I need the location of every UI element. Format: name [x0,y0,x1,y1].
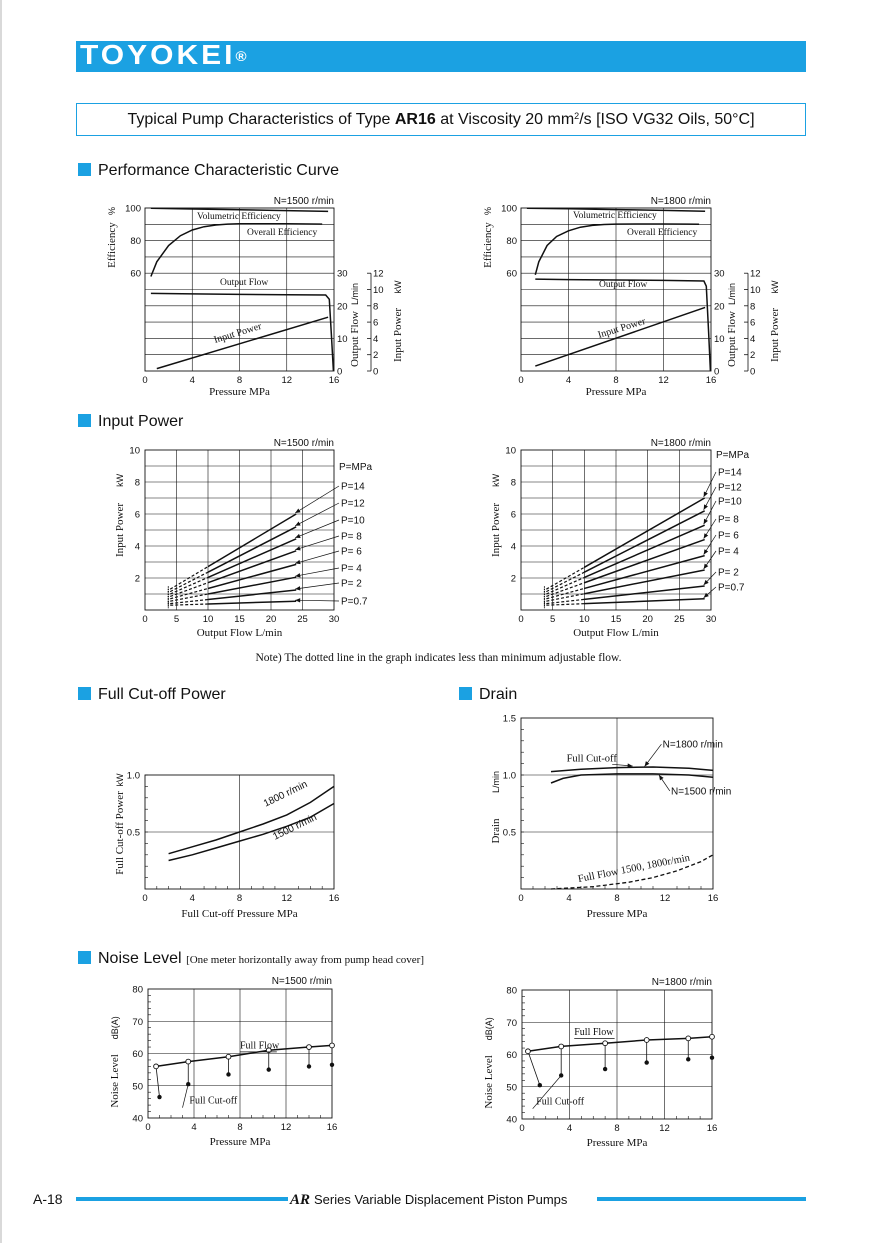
tick-label-x: 16 [705,375,717,386]
tick-label-x: 0 [519,1123,525,1134]
full-flow-point [526,1049,531,1054]
tick-label-x: 0 [518,893,524,904]
legend-label-pressure: P= 2 [341,578,362,590]
legend-label-pressure: P=14 [718,467,742,479]
series-label-1800: 1800 r/min [261,779,310,810]
full-cutoff-point [157,1095,161,1099]
axis-title-cutoff-power: Full Cut-off Power [114,791,126,875]
tick-label-x: 12 [658,375,669,386]
tick-label-power: 2 [750,350,756,362]
tick-label-y: 2 [134,573,140,585]
tick-label-x: 8 [613,375,619,386]
tick-label-x: 8 [237,1122,243,1133]
axis-unit-cutoff-power: kW [115,773,125,787]
tick-label-x: 0 [145,1122,151,1133]
tick-label-flow: 20 [714,301,725,313]
legend-label-pressure: P=10 [718,496,742,508]
tick-label-x: 30 [705,614,717,625]
tick-label-x: 4 [565,375,572,386]
full-cutoff-point [307,1064,311,1068]
axis-title-efficiency: Efficiency [482,222,494,268]
tick-label-power: 6 [750,317,756,329]
tick-label-efficiency: 60 [506,268,517,280]
series-dashed-3 [546,583,584,597]
chart-title-speed: N=1800 r/min [650,438,711,449]
legend-label-pressure: P= 4 [718,546,739,558]
full-flow-point [686,1036,691,1041]
flow-to-cutoff-link [156,1066,159,1097]
tick-label-y: 10 [505,445,516,457]
full-cutoff-point [603,1067,607,1071]
axis-title-pressure: Pressure MPa [585,386,647,398]
tick-label-y: 10 [129,445,140,457]
tick-label-efficiency: 80 [130,236,141,248]
tick-label-y: 60 [132,1049,143,1060]
tick-label-x: 0 [142,893,148,904]
axis-title-noise: Noise Level [109,1054,121,1108]
tick-label-power: 2 [373,350,379,362]
legend-leader-arrow-head [704,533,709,538]
series-dashed-7 [546,604,584,606]
axis-title-input-power: Input Power [114,502,126,558]
footer-line-right [597,1197,806,1201]
tick-label-x: 0 [518,375,524,386]
tick-label-x: 8 [236,893,243,904]
series-input-power [535,307,705,366]
axis-unit-input-power: kW [491,473,501,487]
axis-unit-noise: dB(A) [484,1017,494,1041]
label-full-flow: Full Flow [240,1040,280,1052]
full-cutoff-point [330,1063,334,1067]
flow-to-cutoff-link [528,1051,540,1085]
tick-label-x: 30 [328,614,340,625]
series-solid-5 [584,570,704,594]
legend-leader-arrow-line [295,568,339,576]
series-dashed-4 [170,588,208,598]
tick-label-y: 6 [134,509,140,521]
section-cutoff: Full Cut-off Power [78,686,226,704]
tick-label-flow: 0 [714,366,720,378]
legend-leader-arrow-line [295,551,339,563]
axis-title-noise: Noise Level [483,1055,495,1109]
section-drain: Drain [459,686,517,704]
axis-title-power: Input Power [392,307,404,363]
legend-leader-arrow-line [295,583,339,589]
tick-label-y: 80 [132,984,143,996]
legend-title-pressure: P=MPa [716,450,750,461]
full-cutoff-point [538,1083,542,1087]
footer-series: AR Series Variable Displacement Piston Pumps [290,1192,568,1208]
tick-label-x: 5 [173,614,180,625]
series-input-power [157,317,328,368]
tick-label-x: 4 [191,1122,197,1133]
full-cutoff-leader [183,1084,189,1108]
tick-label-y: 4 [510,541,516,553]
legend-label-pressure: P= 2 [718,567,739,579]
axis-unit-flow: L/min [350,282,360,306]
series-full-flow [528,1037,712,1052]
tick-label-efficiency: 80 [506,236,517,248]
tick-label-x: 8 [614,1123,620,1134]
tick-label-x: 12 [659,893,671,904]
axis-title-flow: Output Flow [726,311,738,367]
tick-label-y: 50 [132,1081,143,1093]
series-solid-7 [208,601,296,604]
full-flow-point [644,1038,649,1043]
axis-title-output-flow: Output Flow L/min [573,627,659,639]
axis-title-power: Input Power [769,307,781,363]
axis-title-pressure: Pressure MPa [586,1137,648,1149]
full-cutoff-point [686,1057,690,1061]
series-label-input-power: Input Power [212,320,263,346]
n1800-leader-arrow-head [645,761,650,766]
tick-label-x: 5 [550,614,556,625]
chart-title-speed: N=1500 r/min [271,976,332,987]
tick-label-x: 10 [579,614,590,625]
tick-label-x: 16 [706,1123,718,1134]
n1500-leader-arrow-head [659,775,664,780]
axis-unit-flow: L/min [727,282,737,306]
tick-label-efficiency: 60 [130,268,141,280]
tick-label-efficiency: 100 [125,203,141,215]
series-label-1500: 1500 r/min [271,812,319,843]
axis-title-drain: Drain [490,818,502,844]
tick-label-x: 20 [642,614,653,625]
full-flow-point [559,1044,564,1049]
tick-label-x: 0 [518,614,524,625]
section-performance: Performance Characteristic Curve [78,162,339,180]
series-dashed-7 [170,604,208,605]
series-dashed-1 [546,572,584,591]
full-flow-point [154,1064,159,1069]
legend-label-pressure: P=0.7 [341,596,368,608]
axis-title-cutoff-pressure: Full Cut-off Pressure MPa [181,908,298,920]
legend-label-pressure: P= 8 [341,531,362,543]
tick-label-y: 8 [134,477,140,489]
tick-label-y: 0.5 [502,827,516,839]
tick-label-y: 40 [132,1113,143,1125]
full-flow-point [186,1059,191,1064]
label-full-flow: Full Flow 1500, 1800r/min [577,852,691,886]
brand-logo: TOYOKEI® [80,40,247,71]
legend-label-pressure: P=12 [718,482,742,494]
tick-label-x: 16 [707,893,719,904]
tick-label-power: 6 [373,317,379,329]
tick-label-flow: 20 [337,301,348,313]
tick-label-power: 0 [750,366,756,378]
legend-leader-arrow-head [295,509,300,513]
tick-label-x: 25 [297,614,308,625]
section-input-power: Input Power [78,413,183,431]
series-solid-1 [208,527,296,572]
full-cutoff-point [644,1060,648,1064]
tick-label-y: 6 [510,509,516,521]
series-label-volumetric-efficiency: Volumetric Efficiency [573,211,657,221]
full-cutoff-point [710,1056,714,1060]
series-label-output-flow: Output Flow [599,280,648,290]
tick-label-power: 8 [373,301,379,313]
legend-label-pressure: P=10 [341,515,365,527]
tick-label-flow: 10 [714,333,725,345]
tick-label-power: 12 [750,268,761,280]
tick-label-x: 12 [280,1122,292,1133]
footer-line-left [76,1197,288,1201]
series-label-overall-efficiency: Overall Efficiency [627,228,698,238]
tick-label-y: 8 [510,477,516,489]
tick-label-power: 10 [750,285,761,296]
tick-label-flow: 30 [337,268,348,280]
full-flow-point [603,1041,608,1046]
series-solid-6 [584,586,704,599]
axis-unit-power: kW [770,280,780,294]
series-dashed-1 [170,572,208,591]
axis-title-pressure: Pressure MPa [209,1136,271,1148]
tick-label-y: 50 [506,1082,517,1094]
tick-label-y: 70 [132,1016,143,1028]
legend-label-pressure: P= 6 [341,546,362,558]
tick-label-x: 20 [265,614,277,625]
tick-label-flow: 10 [337,333,348,345]
series-drain-0 [551,767,713,772]
chart-title-speed: N=1800 r/min [651,977,712,988]
tick-label-x: 8 [614,893,620,904]
axis-unit-input-power: kW [115,473,125,487]
tick-label-y: 1.0 [126,770,140,782]
page-number: A-18 [33,1191,63,1207]
section-noise: Noise Level [One meter horizontally away from pump head cover] [78,950,424,969]
series-label-input-power: Input Power [596,315,647,341]
series-solid-7 [584,599,704,604]
label-n1500: N=1500 r/min [671,786,732,798]
legend-leader-arrow-line [295,486,339,513]
legend-label-pressure: P=0.7 [718,582,745,594]
tick-label-power: 0 [373,366,379,378]
axis-unit-drain: L/min [491,770,501,794]
tick-label-efficiency: 100 [501,203,517,215]
tick-label-x: 15 [234,614,245,625]
tick-label-y: 2 [510,573,516,585]
legend-leader-arrow-line [295,600,339,601]
axis-title-pressure: Pressure MPa [209,386,270,398]
tick-label-x: 16 [328,893,340,904]
tick-label-y: 1.0 [502,770,516,782]
tick-label-x: 16 [326,1122,338,1133]
tick-label-power: 8 [750,301,756,313]
legend-label-pressure: P= 4 [341,563,362,575]
label-full-cutoff: Full Cut-off [536,1096,585,1108]
legend-title-pressure: P=MPa [339,462,373,473]
tick-label-y: 40 [506,1114,517,1126]
axis-title-output-flow: Output Flow L/min [196,627,283,639]
full-flow-point [710,1034,715,1039]
tick-label-flow: 30 [714,268,725,280]
tick-label-y: 80 [506,985,517,997]
tick-label-y: 0.5 [126,827,140,839]
legend-label-pressure: P=12 [341,498,365,510]
label-full-cutoff: Full Cut-off [566,753,617,765]
tick-label-x: 0 [142,614,148,625]
chart-title-speed: N=1800 r/min [650,196,711,207]
tick-label-x: 4 [189,893,195,904]
legend-leader-arrow-head [704,564,709,569]
tick-label-flow: 0 [337,366,343,378]
tick-label-x: 4 [189,375,195,386]
tick-label-y: 60 [506,1050,517,1061]
tick-label-power: 4 [750,333,756,345]
tick-label-x: 10 [202,614,214,625]
tick-label-x: 16 [328,375,340,386]
full-flow-point [226,1054,231,1059]
tick-label-x: 4 [566,893,572,904]
tick-label-x: 8 [236,375,243,386]
axis-title-input-power: Input Power [490,502,502,558]
tick-label-power: 12 [373,268,384,280]
axis-unit-power: kW [393,280,403,294]
tick-label-x: 12 [281,893,293,904]
legend-leader-arrow-head [295,546,300,550]
chart-title-speed: N=1500 r/min [273,438,334,449]
tick-label-x: 25 [674,614,685,625]
series-solid-1 [584,511,704,572]
legend-leader-arrow-line [295,536,339,550]
dotted-line-note: Note) The dotted line in the graph indicates less than minimum adjustable flow. [255,652,622,664]
legend-leader-arrow-head [704,549,709,554]
full-cutoff-point [226,1072,230,1076]
label-full-cutoff: Full Cut-off [189,1095,238,1107]
full-flow-point [307,1045,312,1050]
full-flow-point [330,1043,335,1048]
axis-title-efficiency: Efficiency [106,222,118,268]
tick-label-x: 15 [610,614,622,625]
legend-label-pressure: P= 6 [718,530,739,542]
series-dashed-3 [170,583,208,597]
tick-label-y: 70 [506,1017,517,1029]
axis-unit-noise: dB(A) [110,1016,120,1040]
tick-label-power: 10 [373,285,384,296]
tick-label-x: 12 [659,1123,670,1134]
tick-label-x: 4 [566,1123,573,1134]
axis-unit-efficiency: % [483,206,493,216]
label-full-flow: Full Flow [574,1027,614,1039]
legend-label-pressure: P=14 [341,481,365,493]
axis-unit-efficiency: % [107,206,117,216]
axis-title-pressure: Pressure MPa [586,908,648,920]
chart-title-speed: N=1500 r/min [273,196,334,207]
full-cutoff-point [267,1067,271,1071]
legend-label-pressure: P= 8 [718,514,739,526]
series-label-volumetric-efficiency: Volumetric Efficiency [197,212,281,222]
tick-label-x: 12 [281,375,293,386]
axis-title-flow: Output Flow [349,311,361,367]
label-n1800: N=1800 r/min [662,739,723,751]
page-title: Typical Pump Characteristics of Type AR16 at Viscosity 20 $mm^2/s$ [ISO VG32 Oils, 50°C] [76,103,806,136]
tick-label-y: 4 [134,541,140,553]
series-label-overall-efficiency: Overall Efficiency [247,228,318,238]
tick-label-power: 4 [373,333,379,345]
series-label-output-flow: Output Flow [220,278,269,288]
tick-label-x: 0 [142,375,148,386]
tick-label-y: 1.5 [502,713,516,725]
